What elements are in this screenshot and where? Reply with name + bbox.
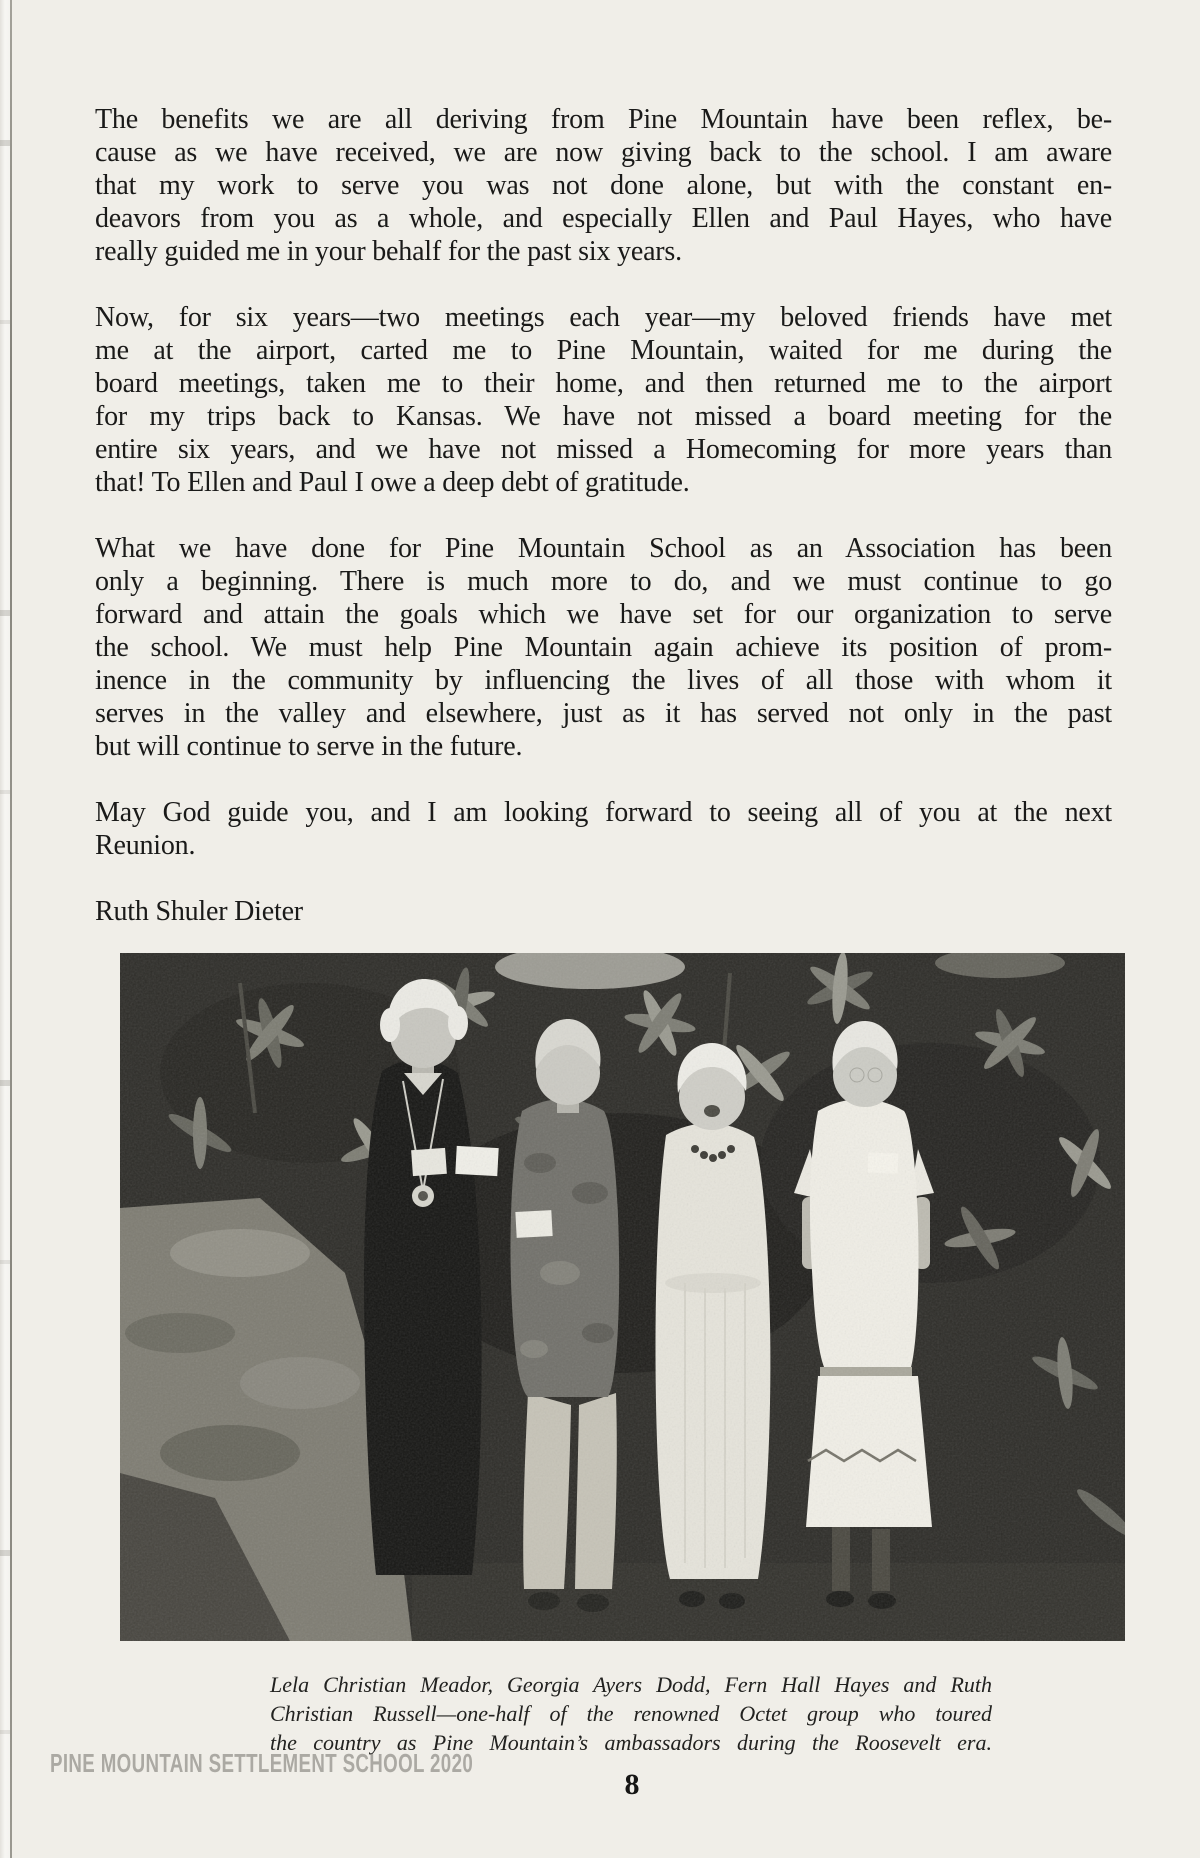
letter-body — [95, 103, 1112, 928]
page-number: 8 — [624, 1768, 640, 1801]
text-line: What we have done for Pine Mountain School as an Association has been — [95, 533, 1112, 564]
paragraph — [95, 103, 1112, 268]
scan-edge-line — [10, 0, 12, 1858]
text-line: forward and attain the goals which we have set for our organization to serve — [95, 599, 1112, 630]
text-line: the school. We must help Pine Mountain again achieve its position of prom- — [95, 632, 1112, 663]
text-line: for my trips back to Kansas. We have not missed a board meeting for the — [95, 401, 1112, 432]
text-line: that! To Ellen and Paul I owe a deep debt of gratitude. — [95, 467, 690, 498]
text-line: Reunion. — [95, 830, 196, 861]
text-line: serves in the valley and elsewhere, just as it has served not only in the past — [95, 698, 1112, 729]
text-line: May God guide you, and I am looking forward to seeing all of you at the next — [95, 797, 1112, 828]
text-line: Lela Christian Meador, Georgia Ayers Dodd, Fern Hall Hayes and Ruth — [270, 1672, 992, 1697]
text-line: The benefits we are all deriving from Pine Mountain have been reflex, be- — [95, 104, 1112, 135]
text-line: inence in the community by influencing the lives of all those with whom it — [95, 665, 1112, 696]
signature: Ruth Shuler Dieter — [95, 896, 303, 927]
photo-caption — [270, 1670, 992, 1757]
text-line: the country as Pine Mountain’s ambassadors during the Roosevelt era. — [270, 1730, 992, 1755]
text-line: Now, for six years—two meetings each year—my beloved friends have met — [95, 302, 1112, 333]
text-line: deavors from you as a whole, and especially Ellen and Paul Hayes, who have — [95, 203, 1112, 234]
text-line: Christian Russell—one-half of the renowned Octet group who toured — [270, 1701, 992, 1726]
text-line: that my work to serve you was not done alone, but with the constant en- — [95, 170, 1112, 201]
paragraph — [95, 796, 1112, 862]
text-line: me at the airport, carted me to Pine Mountain, waited for me during the — [95, 335, 1112, 366]
group-photo — [120, 953, 1125, 1641]
text-line: cause as we have received, we are now giving back to the school. I am aware — [95, 137, 1112, 168]
text-line: board meetings, taken me to their home, and then returned me to the airport — [95, 368, 1112, 399]
paragraph — [95, 301, 1112, 499]
text-line: entire six years, and we have not missed a Homecoming for more years than — [95, 434, 1112, 465]
paragraph — [95, 532, 1112, 763]
text-line: but will continue to serve in the future. — [95, 731, 523, 762]
group-photo-illustration — [120, 953, 1125, 1641]
watermark: PINE MOUNTAIN SETTLEMENT SCHOOL 2020 — [50, 1748, 474, 1778]
text-line: really guided me in your behalf for the past six years. — [95, 236, 682, 267]
text-line: only a beginning. There is much more to do, and we must continue to go — [95, 566, 1112, 597]
